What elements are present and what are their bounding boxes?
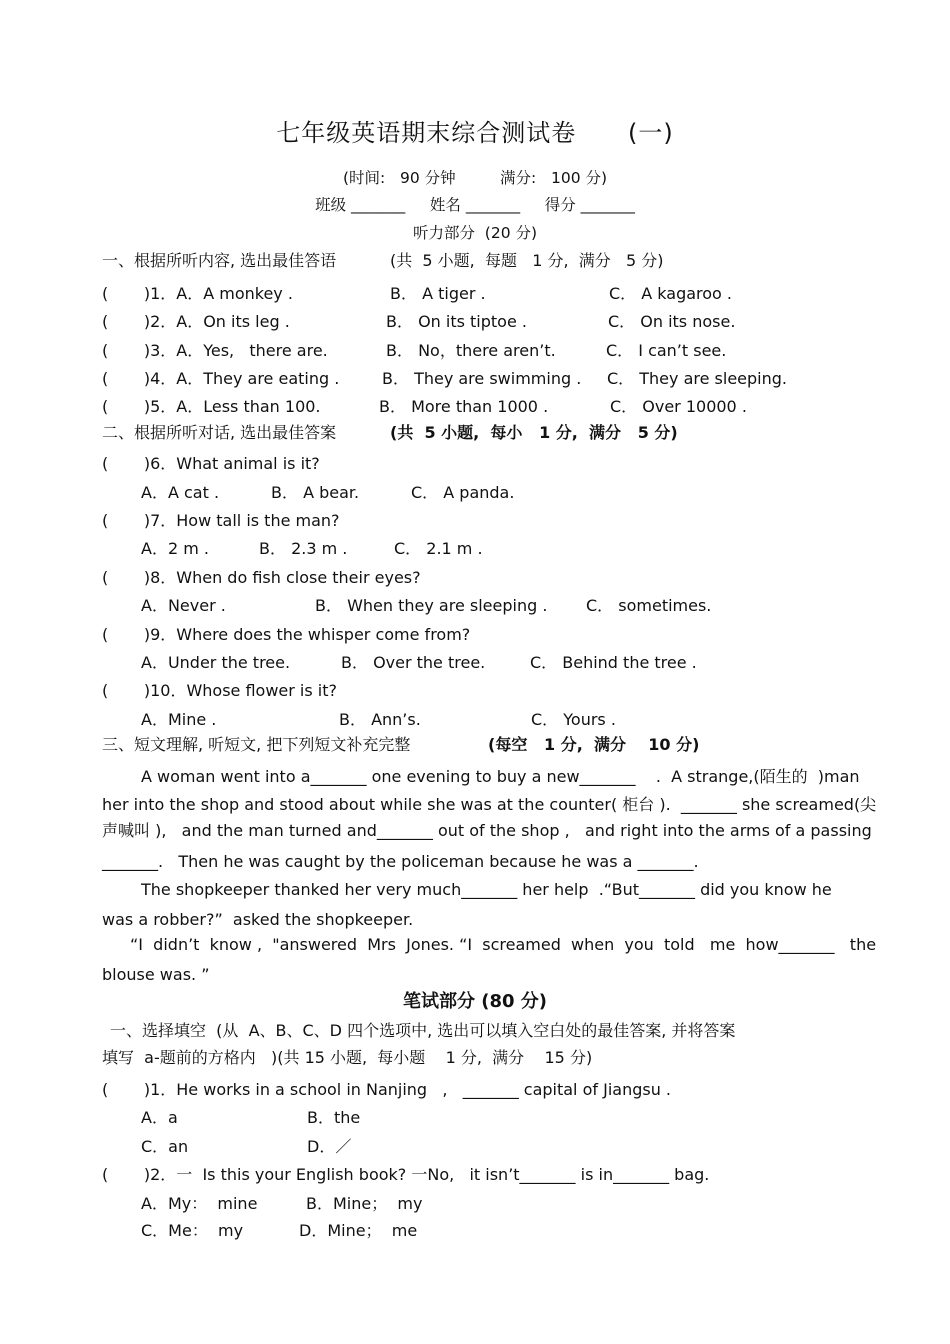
question-stem: ( )9．Where does the whisper come from? <box>102 625 471 644</box>
option-d: D．／ <box>307 1137 352 1156</box>
option-c: C． sometimes. <box>586 596 712 615</box>
passage-line: The shopkeeper thanked her very much_______ her help .“But_______ did you know he <box>141 880 832 899</box>
question-stem: ( )3．A．Yes, there are. <box>102 341 328 360</box>
option-b: B． They are swimming . <box>382 369 582 388</box>
option-a: A．2 m . <box>141 539 209 558</box>
passage-line: “I didn’t know , "answered Mrs Jones. “I screamed when you told me how_______ the <box>130 935 877 954</box>
option-b: B． Ann’s. <box>339 710 421 729</box>
section-heading: 三、短文理解, 听短文, 把下列短文补充完整 <box>102 735 411 754</box>
option-b: B． On its tiptoe . <box>386 312 527 331</box>
option-b: B． A bear. <box>271 483 360 502</box>
passage-line: blouse was. ” <box>102 965 210 984</box>
option-c: C． A kagaroo . <box>609 284 733 303</box>
option-c: C． They are sleeping. <box>607 369 787 388</box>
question-stem: ( )1．He works in a school in Nanjing , _______ capital of Jiangsu . <box>102 1080 672 1099</box>
passage-line: 声喊叫 ), and the man turned and_______ out of the shop , and right into the arms of a passing <box>102 821 872 840</box>
option-c: C． Behind the tree . <box>530 653 697 672</box>
option-b: B．the <box>307 1108 361 1127</box>
written-part-title: 笔试部分 (80 分) <box>402 991 548 1012</box>
option-b: B． More than 1000 . <box>379 397 549 416</box>
option-d: D．Mine； me <box>299 1221 418 1240</box>
question-stem: ( )2．A．On its leg . <box>102 312 290 331</box>
option-c: C． Over 10000 . <box>610 397 747 416</box>
section-score: (每空 1 分, 满分 10 分) <box>488 735 700 754</box>
question-stem: ( )6．What animal is it? <box>102 454 320 473</box>
page-title: 七年级英语期末综合测试卷 (一) <box>276 119 674 147</box>
question-stem: ( )5．A．Less than 100. <box>102 397 321 416</box>
option-c: C．Me： my <box>141 1221 244 1240</box>
question-stem: ( )2．一 Is this your English book? 一No, it isn’t_______ is in_______ bag. <box>102 1165 710 1184</box>
section-score: (共 5 小题, 每小 1 分, 满分 5 分) <box>390 423 678 442</box>
option-c: C． A panda. <box>411 483 515 502</box>
option-b: B． 2.3 m . <box>259 539 348 558</box>
section-heading: 一、根据所听内容, 选出最佳答语 <box>102 251 337 270</box>
option-b: B．Mine； my <box>306 1194 423 1213</box>
option-a: A．Under the tree. <box>141 653 291 672</box>
question-stem: ( )8．When do fish close their eyes? <box>102 568 421 587</box>
student-info-line: 班级 _______ 姓名 _______ 得分 _______ <box>315 196 635 214</box>
option-c: C． 2.1 m . <box>394 539 483 558</box>
option-a: A．a <box>141 1108 178 1127</box>
option-a: A．Mine . <box>141 710 217 729</box>
option-c: C．an <box>141 1137 189 1156</box>
option-b: B． A tiger . <box>390 284 486 303</box>
listening-part-title: 听力部分 (20 分) <box>412 224 538 242</box>
option-a: A．My： mine <box>141 1194 258 1213</box>
section-score: (共 5 小题, 每题 1 分, 满分 5 分) <box>390 251 664 270</box>
passage-line: her into the shop and stood about while she was at the counter( 柜台 ). _______ she screamed(尖 <box>102 795 877 814</box>
question-stem: ( )7．How tall is the man? <box>102 511 340 530</box>
question-stem: ( )10．Whose flower is it? <box>102 681 338 700</box>
question-stem: ( )1．A．A monkey . <box>102 284 293 303</box>
option-c: C． Yours . <box>531 710 616 729</box>
exam-time-line: (时间: 90 分钟 满分: 100 分) <box>342 169 608 187</box>
option-c: C． I can’t see. <box>606 341 727 360</box>
section-heading-continued: 填写 a-题前的方格内 )(共 15 小题, 每小题 1 分, 满分 15 分) <box>102 1048 593 1067</box>
passage-line: A woman went into a_______ one evening to buy a new_______ . A strange,(陌生的 )man <box>141 767 860 786</box>
question-stem: ( )4．A．They are eating . <box>102 369 340 388</box>
option-b: B． No，there aren’t. <box>386 341 556 360</box>
option-b: B． Over the tree. <box>341 653 486 672</box>
option-b: B． When they are sleeping . <box>315 596 548 615</box>
option-c: C． On its nose. <box>608 312 736 331</box>
option-a: A．A cat . <box>141 483 220 502</box>
passage-line: _______. Then he was caught by the policeman because he was a _______. <box>102 852 699 871</box>
passage-line: was a robber?” asked the shopkeeper. <box>102 910 414 929</box>
option-a: A．Never . <box>141 596 226 615</box>
section-heading: 一、选择填空 (从 A、B、C、D 四个选项中, 选出可以填入空白处的最佳答案, 并将答案 <box>110 1021 736 1040</box>
section-heading: 二、根据所听对话, 选出最佳答案 <box>102 423 337 442</box>
